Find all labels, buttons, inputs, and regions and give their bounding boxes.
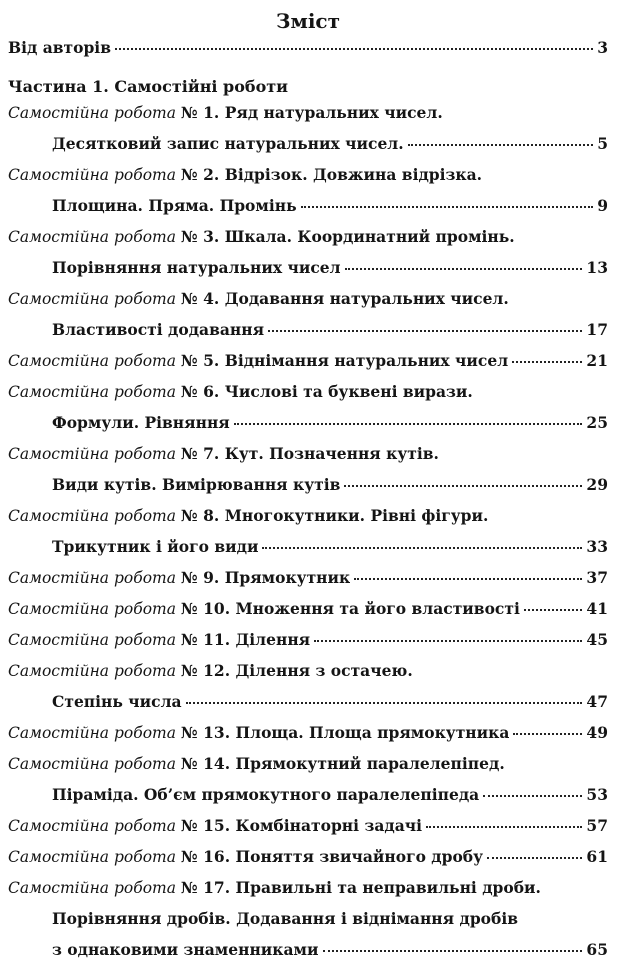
toc-line	[8, 227, 608, 258]
page-number: 33	[586, 537, 608, 556]
work-title: № 10. Множення та його властивості	[180, 599, 520, 618]
page-title: Зміст	[276, 9, 340, 33]
page-number: 25	[586, 413, 608, 432]
toc-entry-text	[8, 847, 483, 867]
dot-leader	[345, 267, 583, 270]
toc-line	[8, 785, 608, 816]
page-number: 29	[586, 475, 608, 494]
toc-entry-text	[52, 692, 182, 712]
toc-entry-work-3[interactable]	[8, 227, 608, 289]
toc-line	[8, 320, 608, 351]
toc-entry-text	[52, 785, 479, 805]
toc-entry-text	[8, 723, 509, 743]
toc-line	[8, 506, 608, 537]
page-number: 41	[586, 599, 608, 618]
toc-line	[8, 103, 608, 134]
toc-entry-work-14[interactable]	[8, 754, 608, 816]
toc-entry-work-11[interactable]	[8, 630, 608, 661]
work-title: № 6. Числові та буквені вирази.	[180, 382, 473, 401]
dot-leader	[524, 608, 583, 611]
work-title: Порівняння дробів. Додавання і віднімання дробів	[52, 909, 518, 928]
dot-leader	[268, 329, 582, 332]
toc-entry-text	[8, 382, 473, 402]
toc-line	[8, 816, 608, 847]
page-number: 57	[586, 816, 608, 835]
toc-line	[8, 258, 608, 289]
toc-entry-work-6[interactable]	[8, 382, 608, 444]
dot-leader	[314, 639, 582, 642]
page-number: 9	[597, 196, 608, 215]
toc-entry-work-13[interactable]	[8, 723, 608, 754]
work-prefix: Самостійна робота	[8, 166, 181, 184]
toc-entry-work-8[interactable]	[8, 506, 608, 568]
toc-entry-text	[52, 320, 264, 340]
toc-line	[8, 909, 608, 940]
work-prefix: Самостійна робота	[8, 228, 181, 246]
toc-entry-text	[8, 165, 482, 185]
work-prefix: Самостійна робота	[8, 755, 181, 773]
page-number: 37	[586, 568, 608, 587]
dot-leader	[483, 794, 582, 797]
toc-entry-text	[8, 816, 422, 836]
toc-entry-text	[8, 351, 508, 371]
toc-entry-work-4[interactable]	[8, 289, 608, 351]
toc-entry-text	[52, 413, 230, 433]
work-title: № 13. Площа. Площа прямокутника	[180, 723, 510, 742]
toc-line	[8, 847, 608, 878]
toc-line	[8, 568, 608, 599]
work-title: Порівняння натуральних чисел	[52, 258, 341, 277]
toc-entry-text	[8, 227, 515, 247]
toc-entry-text	[8, 630, 310, 650]
dot-leader	[234, 422, 583, 425]
work-title: № 4. Додавання натуральних чисел.	[180, 289, 509, 308]
toc-entry-text	[52, 940, 319, 960]
work-title: Властивості додавання	[52, 320, 265, 339]
work-title: № 7. Кут. Позначення кутів.	[180, 444, 439, 463]
dot-leader	[301, 205, 594, 208]
work-title: з однаковими знаменниками	[52, 940, 319, 959]
toc-entry-work-9[interactable]	[8, 568, 608, 599]
dot-leader	[487, 856, 582, 859]
work-title: № 11. Ділення	[180, 630, 311, 649]
toc-entry-text	[52, 537, 258, 557]
toc-line	[8, 630, 608, 661]
toc-entry-text	[8, 754, 505, 774]
page-number: 13	[586, 258, 608, 277]
toc-line	[8, 754, 608, 785]
toc-entry-text	[52, 134, 404, 154]
toc-entry-text	[8, 444, 439, 464]
toc-entry-text	[8, 568, 350, 588]
work-prefix: Самостійна робота	[8, 104, 181, 122]
dot-leader	[512, 360, 582, 363]
toc-list	[8, 103, 608, 971]
page-number: 49	[586, 723, 608, 742]
toc-entry-work-12[interactable]	[8, 661, 608, 723]
work-title: № 8. Многокутники. Рівні фігури.	[180, 506, 489, 525]
work-title: Формули. Рівняння	[52, 413, 230, 432]
work-title: № 1. Ряд натуральних чисел.	[180, 103, 443, 122]
work-title: № 17. Правильні та неправильні дроби.	[180, 878, 541, 897]
work-title: Площина. Пряма. Промінь	[52, 196, 297, 215]
work-title: № 16. Поняття звичайного дробу	[180, 847, 484, 866]
toc-line	[8, 878, 608, 909]
work-prefix: Самостійна робота	[8, 724, 181, 742]
work-title: Трикутник і його види	[52, 537, 259, 556]
dot-leader	[186, 701, 583, 704]
toc-line	[8, 165, 608, 196]
work-title: № 2. Відрізок. Довжина відрізка.	[180, 165, 483, 184]
work-prefix: Самостійна робота	[8, 662, 181, 680]
work-prefix: Самостійна робота	[8, 507, 181, 525]
dot-leader	[354, 577, 582, 580]
toc-entry-text	[8, 289, 509, 309]
work-title: № 15. Комбінаторні задачі	[180, 816, 422, 835]
section-heading: Частина 1. Самостійні роботи	[8, 76, 289, 96]
toc-entry-text: Від авторів	[8, 38, 111, 57]
page-number: 47	[586, 692, 608, 711]
toc-entry-text	[52, 196, 297, 216]
dot-leader	[323, 949, 583, 952]
toc-entry-text	[8, 661, 413, 681]
toc-entry-work-10[interactable]	[8, 599, 608, 630]
toc-line	[8, 134, 608, 165]
work-prefix: Самостійна робота	[8, 848, 181, 866]
toc-entry-authors[interactable]	[8, 38, 608, 69]
work-title: № 5. Віднімання натуральних чисел	[180, 351, 509, 370]
work-title: Види кутів. Вимірювання кутів	[52, 475, 341, 494]
work-title: Десятковий запис натуральних чисел.	[52, 134, 404, 153]
toc-line	[8, 196, 608, 227]
work-title: Степінь числа	[52, 692, 182, 711]
work-title: № 3. Шкала. Координатний промінь.	[180, 227, 515, 246]
page-number: 3	[597, 38, 608, 57]
work-title: № 12. Ділення з остачею.	[180, 661, 413, 680]
page-number: 21	[586, 351, 608, 370]
page-number: 17	[586, 320, 608, 339]
toc-entry-work-1[interactable]	[8, 103, 608, 165]
work-prefix: Самостійна робота	[8, 290, 181, 308]
page-number: 53	[586, 785, 608, 804]
toc-entry-text	[52, 258, 341, 278]
dot-leader	[262, 546, 582, 549]
dot-leader	[426, 825, 582, 828]
toc-line	[8, 444, 608, 475]
toc-line	[8, 723, 608, 754]
work-prefix: Самостійна робота	[8, 631, 181, 649]
work-prefix: Самостійна робота	[8, 569, 181, 587]
page-number: 45	[586, 630, 608, 649]
toc-entry-text	[52, 909, 518, 929]
work-title: № 9. Прямокутник	[180, 568, 351, 587]
dot-leader	[408, 143, 594, 146]
page-number: 65	[586, 940, 608, 959]
toc-entry-text	[52, 475, 340, 495]
work-prefix: Самостійна робота	[8, 817, 181, 835]
toc-entry-work-15[interactable]	[8, 816, 608, 847]
dot-leader	[344, 484, 582, 487]
toc-entry-work-16[interactable]	[8, 847, 608, 878]
work-prefix: Самостійна робота	[8, 383, 181, 401]
toc-line	[8, 382, 608, 413]
toc-entry-text	[8, 599, 520, 619]
dot-leader	[513, 732, 582, 735]
work-prefix: Самостійна робота	[8, 352, 181, 370]
work-title: Піраміда. Об’єм прямокутного паралелепіпеда	[52, 785, 480, 804]
work-prefix: Самостійна робота	[8, 600, 181, 618]
work-title: № 14. Прямокутний паралелепіпед.	[180, 754, 505, 773]
toc-line	[8, 940, 608, 971]
toc-line	[8, 413, 608, 444]
dot-leader	[115, 47, 593, 50]
page-number: 61	[586, 847, 608, 866]
toc-line	[8, 475, 608, 506]
work-prefix: Самостійна робота	[8, 879, 181, 897]
toc-entry-text	[8, 103, 443, 123]
toc-line	[8, 599, 608, 630]
toc-line	[8, 692, 608, 723]
toc-entry-work-2[interactable]	[8, 165, 608, 227]
toc-line	[8, 537, 608, 568]
toc-entry-work-5[interactable]	[8, 351, 608, 382]
toc-entry-work-17[interactable]	[8, 878, 608, 971]
work-prefix: Самостійна робота	[8, 445, 181, 463]
toc-entry-text	[8, 878, 541, 898]
toc-line	[8, 289, 608, 320]
toc-entry-work-7[interactable]	[8, 444, 608, 506]
page-number: 5	[597, 134, 608, 153]
toc-entry-text	[8, 506, 488, 526]
toc-line	[8, 351, 608, 382]
toc-line	[8, 661, 608, 692]
